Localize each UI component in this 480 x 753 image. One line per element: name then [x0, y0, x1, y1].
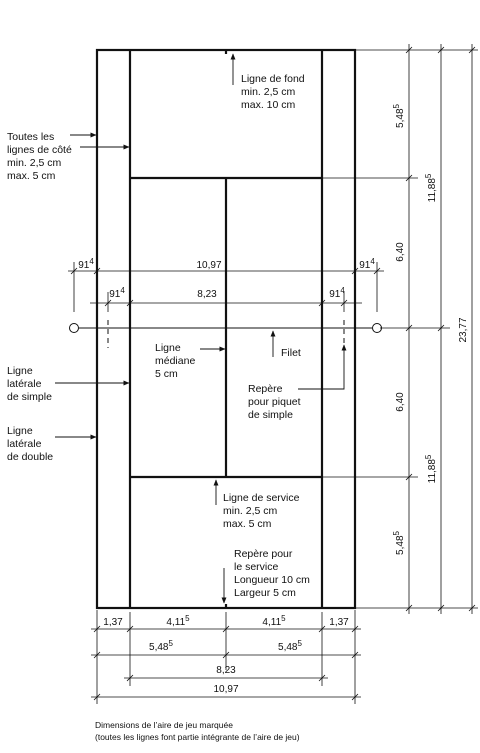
annotations — [7, 54, 344, 603]
dim-91-outer-left: 91 — [78, 260, 90, 271]
dim-2377: 23,77 — [458, 317, 469, 343]
label-ligne-de-service: Ligne de service min. 2,5 cm max. 5 cm — [223, 492, 300, 530]
bottom-dimensions — [91, 610, 361, 704]
dim-548-right-bottom: 5,48 — [395, 535, 406, 555]
svg-text:914: $91^4$ — [329, 286, 345, 300]
svg-text:5,485: 5,48$^5$ — [392, 531, 406, 555]
svg-text:11,885: 11,88$^5$ — [424, 454, 438, 484]
svg-text:5,485: 5,48$^5$ — [149, 639, 173, 653]
dim-823-bottom: 8,23 — [216, 665, 236, 676]
net-post-left — [70, 324, 79, 333]
dim-1188-bottom: 11,88 — [427, 459, 438, 484]
dim-411-right: 4,11 — [262, 617, 282, 628]
svg-text:914: $91^4$ — [78, 257, 94, 271]
dim-91-inner-right: 91 — [329, 289, 341, 300]
label-repere-piquet: Repère pour piquet de simple — [248, 383, 301, 421]
right-dimensions — [322, 44, 478, 614]
label-repere-service: Repère pour le service Longueur 10 cm Largeur 5 cm — [234, 548, 310, 599]
dim-91-outer-right: 91 — [359, 260, 371, 271]
dim-548-bottom-right: 5,48 — [278, 642, 298, 653]
caption-line-2: (toutes les lignes font partie intégrante de l’aire de jeu) — [95, 732, 300, 742]
svg-text:4,115: 4,11$^5$ — [166, 614, 190, 628]
dim-137-left: 1,37 — [103, 617, 123, 628]
label-laterale-double: Ligne latérale de double — [7, 425, 54, 463]
svg-text:5,485: 5,48$^5$ — [392, 104, 406, 128]
svg-text:4,115: 4,11$^5$ — [262, 614, 286, 628]
dim-137-right: 1,37 — [329, 617, 349, 628]
dim-1097-top: 10,97 — [196, 260, 222, 271]
svg-text:914: $91^4$ — [109, 286, 125, 300]
svg-text:914: $91^4$ — [359, 257, 375, 271]
label-laterale-simple: Ligne latérale de simple — [7, 365, 52, 403]
label-lignes-de-cote: Toutes les lignes de côté min. 2,5 cm max. 5 cm — [7, 131, 72, 182]
dim-548-right-top: 5,48 — [395, 108, 406, 128]
svg-text:5,485: 5,48$^5$ — [278, 639, 302, 653]
svg-text:11,885: 11,88$^5$ — [424, 173, 438, 203]
dim-91-inner-left: 91 — [109, 289, 121, 300]
dim-640-right-top: 6,40 — [395, 242, 406, 262]
caption-line-1: Dimensions de l’aire de jeu marquée — [95, 720, 233, 730]
label-ligne-mediane: Ligne médiane 5 cm — [155, 342, 196, 380]
dim-1188-top: 11,88 — [427, 178, 438, 203]
dim-411-left: 4,11 — [166, 617, 186, 628]
dim-548-bottom-left: 5,48 — [149, 642, 169, 653]
dim-823-top: 8,23 — [197, 289, 217, 300]
dim-640-right-bottom: 6,40 — [395, 392, 406, 412]
dim-1097-bottom: 10,97 — [213, 684, 239, 695]
label-filet: Filet — [281, 347, 301, 359]
label-ligne-de-fond: Ligne de fond min. 2,5 cm max. 10 cm — [241, 73, 305, 111]
